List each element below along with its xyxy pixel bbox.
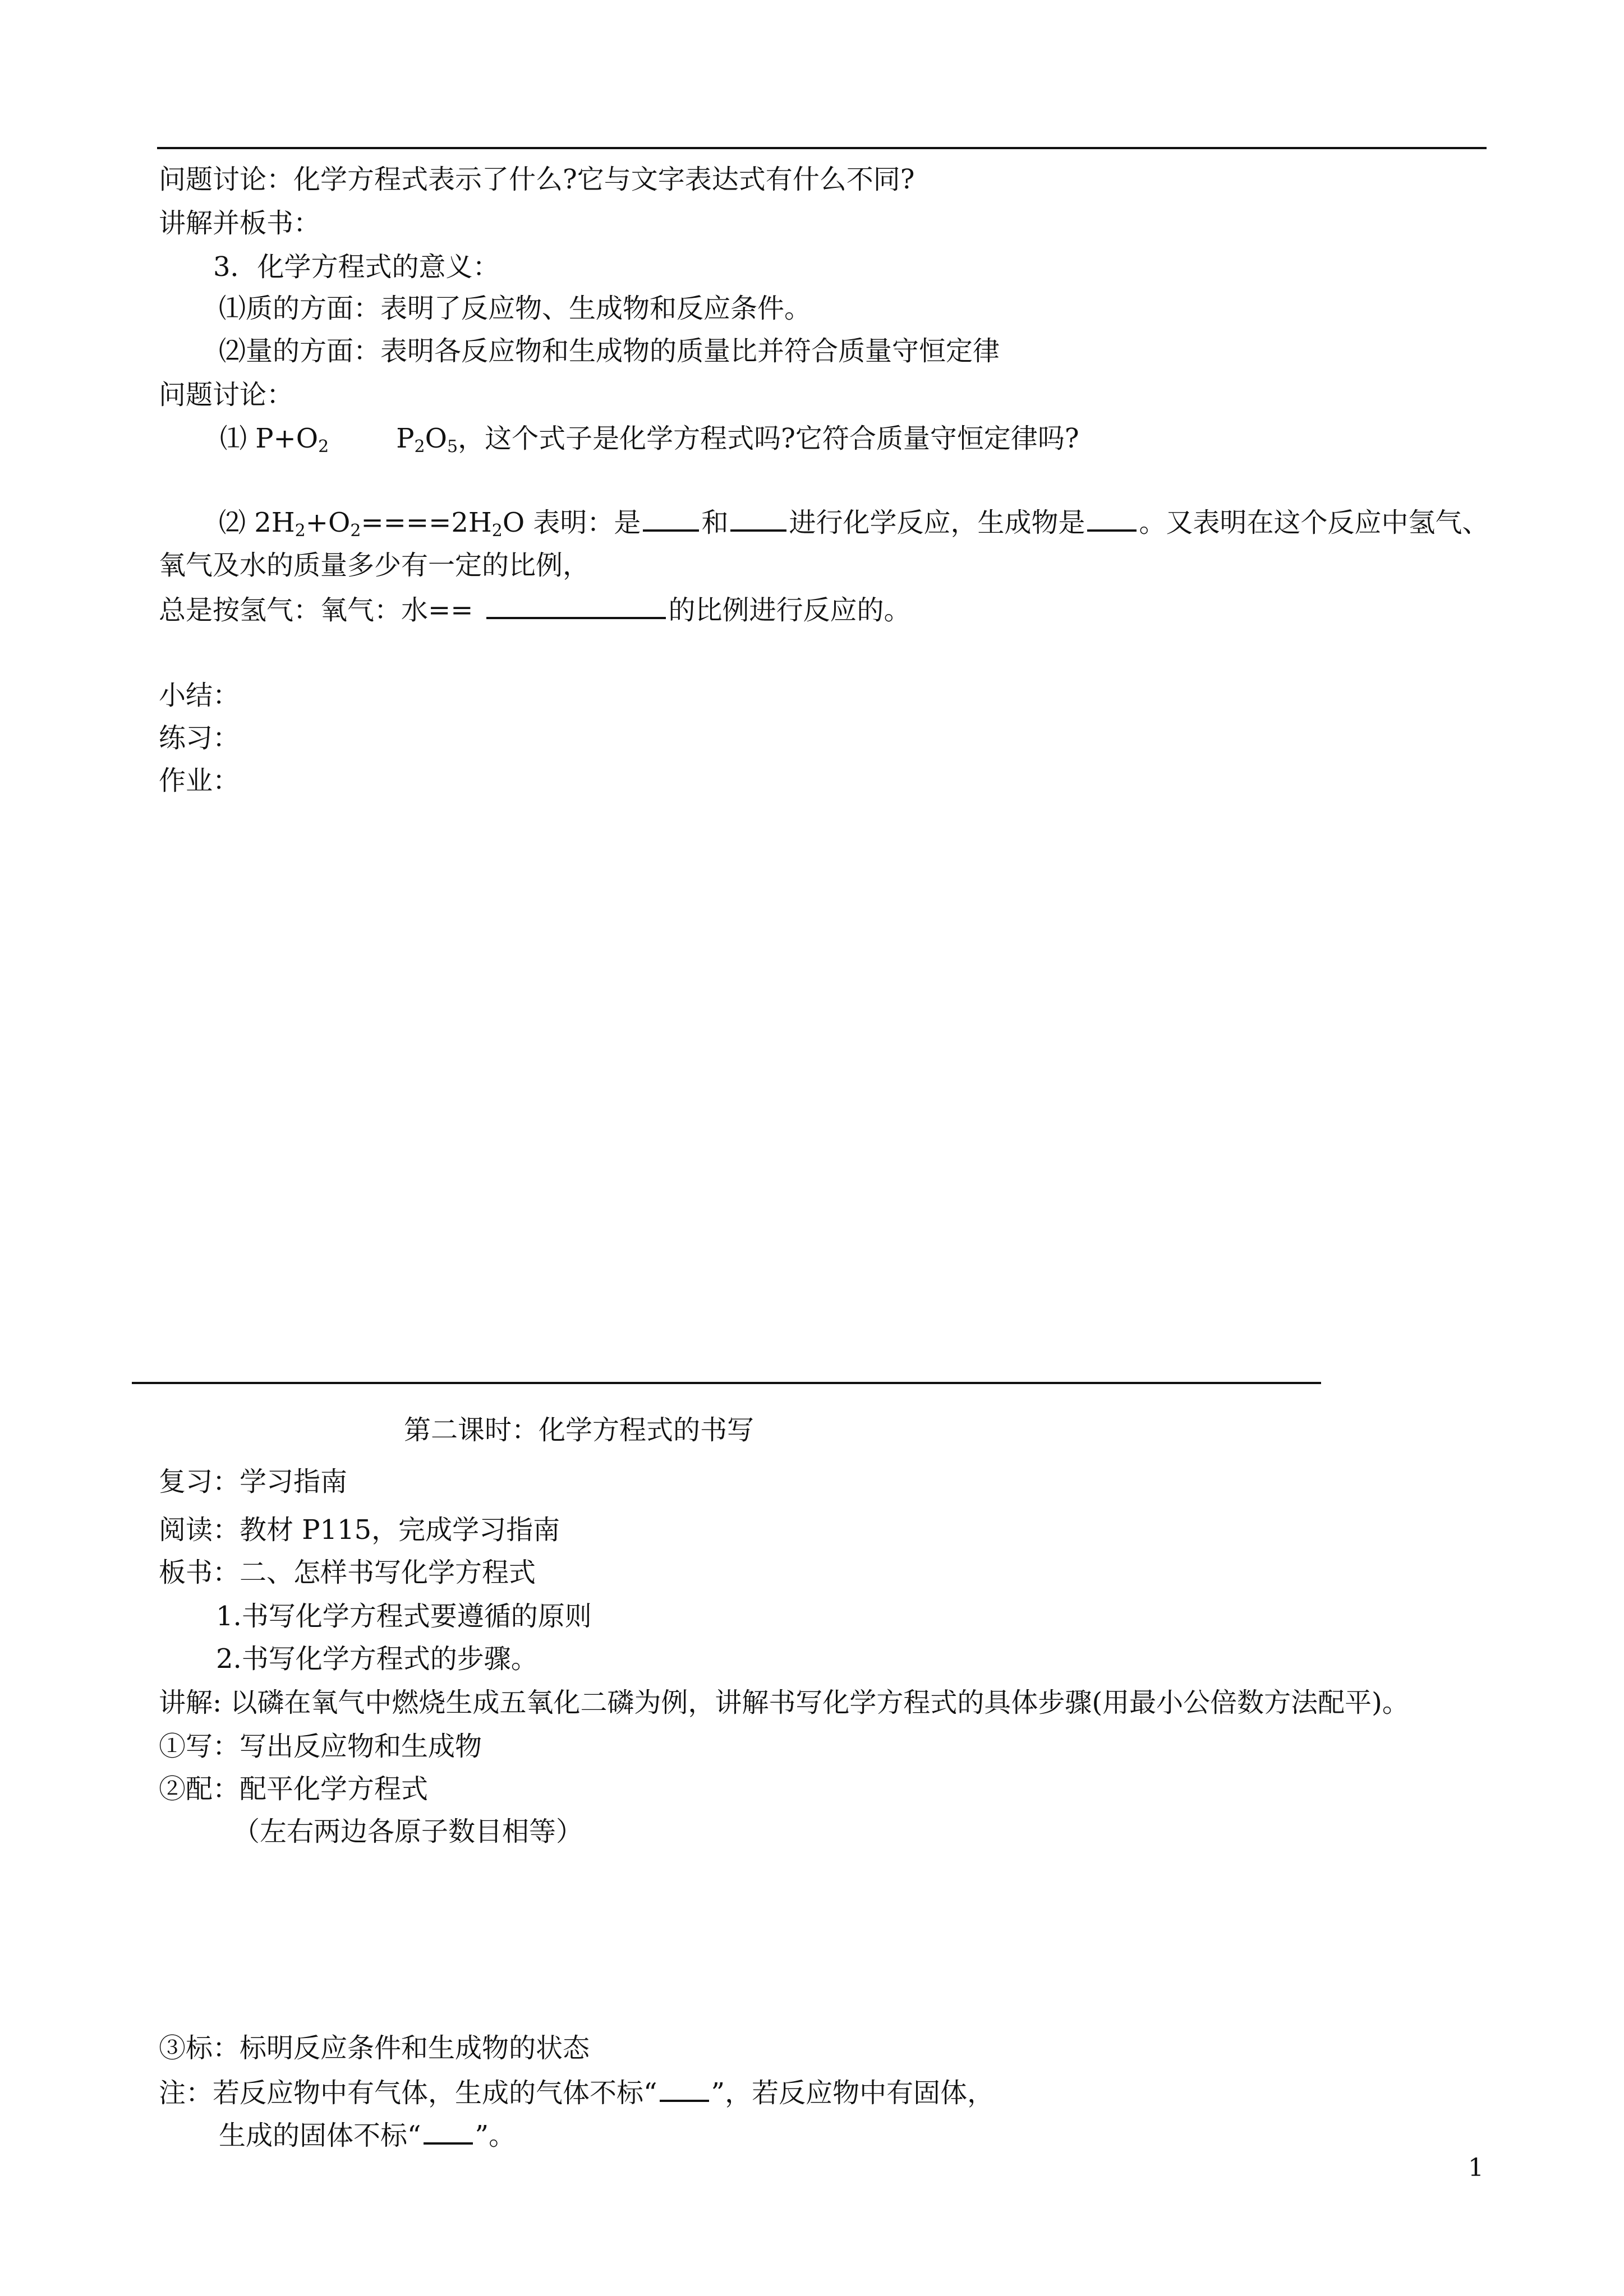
meaning-quantity: ⑵量的方面：表明各反应物和生成物的质量比并符合质量守恒定律: [219, 335, 1000, 367]
fill-blank: [643, 505, 699, 532]
note-line: 注：若反应物中有气体，生成的气体不标“ ”，若反应物中有固体，: [159, 2075, 994, 2110]
reading-line: 阅读：教材 P115，完成学习指南: [159, 1514, 560, 1546]
top-rule: [157, 147, 1487, 149]
discussion-question-2: 问题讨论：: [159, 379, 294, 411]
step-write: ①写：写出反应物和生成物: [159, 1731, 482, 1762]
step-balance-note: （左右两边各原子数目相等）: [233, 1816, 583, 1847]
fill-blank: [424, 2118, 473, 2145]
meaning-title: 3．化学方程式的意义：: [213, 251, 500, 283]
section-rule: [132, 1382, 1321, 1384]
fill-blank: [1087, 505, 1137, 532]
homework-label: 作业：: [159, 765, 240, 796]
page-number: 1: [1468, 2154, 1484, 2182]
discussion-item-1: ⑴ $P+O_2$ $P_2O_5$，这个式子是化学方程式吗?它符合质量守恒定律吗?: [220, 423, 1079, 457]
rule-item-2: 2.书写化学方程式的步骤。: [216, 1643, 538, 1675]
ratio-line: 总是按氢气：氧气：水== 的比例进行反应的。: [159, 592, 910, 627]
fill-blank: [730, 505, 786, 532]
rule-item-1: 1.书写化学方程式要遵循的原则: [216, 1601, 592, 1632]
step-balance: ②配：配平化学方程式: [159, 1773, 429, 1805]
discussion-item-2-cont: 氧气及水的质量多少有一定的比例，: [159, 550, 590, 581]
meaning-quality: ⑴质的方面：表明了反应物、生成物和反应条件。: [219, 293, 812, 324]
board-line: 板书：二、怎样书写化学方程式: [159, 1557, 536, 1588]
step-mark: ③标：标明反应条件和生成物的状态: [159, 2032, 590, 2064]
note-line-2: 生成的固体不标“ ”。: [219, 2118, 516, 2152]
lesson2-title: 第二课时：化学方程式的书写: [404, 1414, 755, 1446]
fill-blank: [486, 592, 666, 619]
summary-label: 小结：: [159, 680, 240, 711]
explain-heading: 讲解并板书：: [159, 208, 321, 239]
discussion-question-1: 问题讨论：化学方程式表示了什么?它与文字表达式有什么不同?: [159, 164, 915, 195]
fill-blank: [660, 2075, 709, 2102]
review-line: 复习：学习指南: [159, 1466, 348, 1497]
explain-line: 讲解: 以磷在氧气中燃烧生成五氧化二磷为例，讲解书写化学方程式的具体步骤(用最小公倍数方法配平)。: [159, 1687, 1409, 1718]
discussion-item-2: ⑵ $2H_2+O_2====2H_2O$ 表明：是 和 进行化学反应，生成物是 。又表明在这个反应中氢气、: [219, 505, 1489, 540]
practice-label: 练习：: [159, 722, 240, 754]
